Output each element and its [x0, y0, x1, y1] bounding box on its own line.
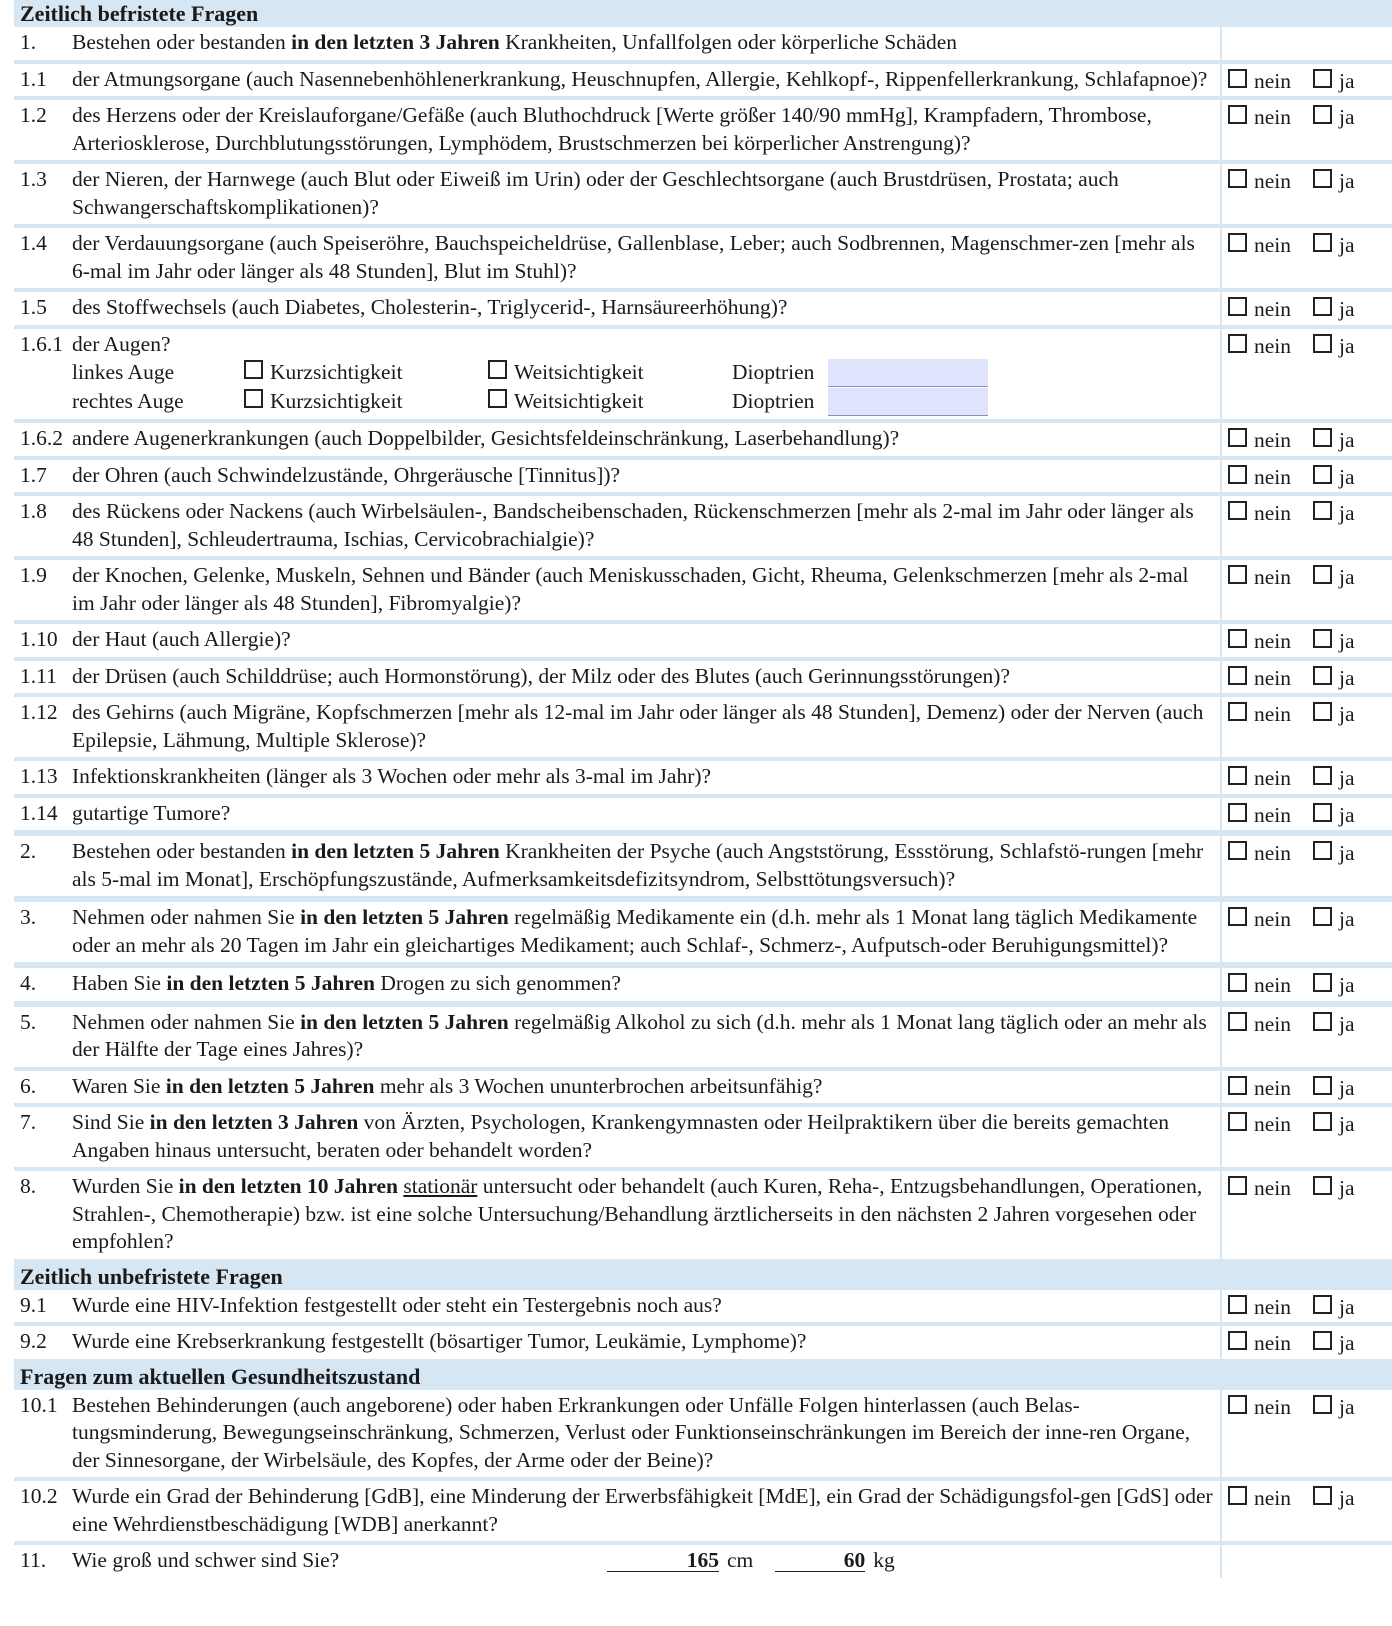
ja-checkbox[interactable]	[1313, 428, 1332, 447]
right-eye-label: rechtes Auge	[72, 388, 184, 413]
ja-checkbox[interactable]	[1313, 907, 1332, 926]
question-number: 8.	[20, 1174, 37, 1198]
health-questionnaire	[14, 0, 1392, 1578]
question-number: 1.9	[20, 563, 47, 587]
question-number: 7.	[20, 1110, 37, 1134]
ja-option[interactable]: ja	[1313, 427, 1355, 455]
right-long-option[interactable]: Weitsichtigkeit	[488, 388, 732, 416]
ja-checkbox[interactable]	[1313, 501, 1332, 520]
nein-option[interactable]: nein	[1228, 1485, 1291, 1513]
height-input[interactable]: 165	[607, 1549, 719, 1572]
ja-checkbox[interactable]	[1313, 1486, 1332, 1505]
nein-checkbox[interactable]	[1228, 334, 1247, 353]
answer-cell	[1222, 423, 1392, 456]
nein-checkbox[interactable]	[1228, 1012, 1247, 1031]
section-header-time-limited: Zeitlich befristete Fragen	[20, 1, 259, 26]
ja-option[interactable]: ja	[1313, 665, 1355, 693]
nein-checkbox[interactable]	[1228, 297, 1247, 316]
ja-checkbox[interactable]	[1313, 565, 1332, 584]
nein-checkbox[interactable]	[1228, 169, 1247, 188]
ja-option[interactable]: ja	[1313, 500, 1355, 528]
answer-cell	[1222, 968, 1392, 1001]
ja-option[interactable]: ja	[1313, 972, 1355, 1000]
nein-checkbox[interactable]	[1228, 69, 1247, 88]
left-long-checkbox[interactable]	[488, 360, 507, 379]
ja-checkbox[interactable]	[1313, 69, 1332, 88]
question-number: 3.	[20, 905, 37, 929]
answer-cell	[1222, 460, 1392, 493]
ja-checkbox[interactable]	[1313, 1331, 1332, 1350]
ja-checkbox[interactable]	[1313, 629, 1332, 648]
question-text: Wie groß und schwer sind Sie?	[72, 1548, 340, 1572]
question-row-1-14	[14, 798, 1392, 831]
nein-checkbox[interactable]	[1228, 565, 1247, 584]
question-number: 1.1	[20, 66, 47, 91]
nein-option[interactable]: nein	[1228, 427, 1291, 455]
question-text: Bestehen oder bestanden in den letzten 3 Jahren Krankheiten, Unfallfolgen oder körperliche Schäden	[72, 30, 958, 54]
ja-option[interactable]: ja	[1313, 1394, 1355, 1422]
ja-option[interactable]: ja	[1313, 628, 1355, 656]
nein-checkbox[interactable]	[1228, 105, 1247, 124]
nein-option[interactable]: nein	[1228, 168, 1291, 196]
question-number: 1.7	[20, 462, 47, 487]
question-text: Wurden Sie in den letzten 10 Jahren stationär untersucht oder behandelt (auch Kuren, Reha-, Entzugsbehandlungen, Operationen, Strahlen-, Chemotherapie) bzw. ist eine solche Untersuchung/Behandlung ärztlicherseits in den nächsten 2 Jahren vorgesehen oder empfohlen?	[72, 1174, 1203, 1253]
question-row-1-11	[14, 661, 1392, 694]
ja-option[interactable]: ja	[1313, 802, 1355, 830]
nein-checkbox[interactable]	[1228, 1076, 1247, 1095]
answer-cell	[1222, 1071, 1392, 1104]
ja-checkbox[interactable]	[1313, 666, 1332, 685]
answer-cell	[1222, 1290, 1392, 1323]
nein-option[interactable]: nein	[1228, 1111, 1291, 1139]
question-row-1-10	[14, 624, 1392, 657]
question-row-1-2	[14, 100, 1392, 160]
height-unit: cm	[727, 1548, 754, 1572]
ja-option[interactable]: ja	[1313, 1485, 1355, 1513]
question-number: 10.1	[20, 1392, 58, 1417]
question-text: Bestehen oder bestanden in den letzten 5 Jahren Krankheiten der Psyche (auch Angststörung, Essstörung, Schlafstö-rungen [mehr als 5-mal im Monat], Erschöpfungszustände, Aufmerksamkeitsdefizitsyndrom, Selbsttötungsversuch)?	[72, 839, 1204, 891]
ja-checkbox[interactable]	[1313, 702, 1332, 721]
question-number: 1.	[20, 30, 37, 54]
question-text: der Drüsen (auch Schilddrüse; auch Hormonstörung), der Milz oder des Blutes (auch Gerinnungsstörungen)?	[72, 663, 1010, 688]
nein-checkbox[interactable]	[1228, 973, 1247, 992]
nein-option[interactable]: nein	[1228, 1011, 1291, 1039]
question-row-10-1	[14, 1390, 1392, 1478]
answer-cell	[1222, 64, 1392, 97]
answer-cell	[1222, 228, 1392, 288]
nein-option[interactable]: nein	[1228, 1394, 1291, 1422]
question-row-1-8	[14, 496, 1392, 556]
question-text: des Stoffwechsels (auch Diabetes, Cholesterin-, Triglycerid-, Harnsäureerhöhung)?	[72, 295, 788, 319]
question-number: 9.2	[20, 1329, 47, 1353]
question-number: 11.	[20, 1548, 47, 1572]
nein-checkbox[interactable]	[1228, 766, 1247, 785]
question-text: des Rückens oder Nackens (auch Wirbelsäulen-, Bandscheibenschaden, Rückenschmerzen [mehr als 2-mal im Jahr oder länger als 48 Stunden], Schleudertrauma, Ischias, Cervicobrachialgie)?	[72, 499, 1194, 551]
question-number: 1.12	[20, 700, 58, 724]
nein-checkbox[interactable]	[1228, 907, 1247, 926]
ja-option[interactable]: ja	[1313, 464, 1355, 492]
question-number: 1.3	[20, 167, 47, 191]
nein-checkbox[interactable]	[1228, 1112, 1247, 1131]
question-row-6	[14, 1071, 1392, 1104]
ja-option[interactable]: ja	[1313, 1075, 1355, 1103]
question-row-1-6-1	[14, 329, 1392, 420]
question-number: 1.10	[20, 627, 58, 651]
question-text: andere Augenerkrankungen (auch Doppelbilder, Gesichtsfeldeinschränkung, Laserbehandlung)?	[72, 426, 900, 450]
question-row-9-1	[14, 1290, 1392, 1323]
ja-option[interactable]: ja	[1313, 1294, 1355, 1322]
left-diopters-label: Dioptrien	[732, 359, 815, 384]
answer-cell	[1222, 1007, 1392, 1067]
nein-option[interactable]: nein	[1228, 296, 1291, 324]
question-row-3	[14, 902, 1392, 962]
section-header-unlimited: Zeitlich unbefristete Fragen	[20, 1263, 283, 1289]
nein-checkbox[interactable]	[1228, 1331, 1247, 1350]
question-text: Nehmen oder nahmen Sie in den letzten 5 Jahren regelmäßig Alkohol zu sich (d.h. mehr als 1 Monat lang täglich oder an mehr als der Hälfte der Tage eines Jahres)?	[72, 1009, 1207, 1061]
ja-option[interactable]: ja	[1313, 765, 1355, 793]
answer-cell	[1222, 1107, 1392, 1167]
question-row-8	[14, 1171, 1392, 1259]
question-row-2	[14, 836, 1392, 896]
question-number: 1.6.2	[20, 426, 63, 450]
answer-cell	[1222, 164, 1392, 224]
ja-option[interactable]: ja	[1313, 906, 1355, 934]
nein-checkbox[interactable]	[1228, 666, 1247, 685]
ja-checkbox[interactable]	[1313, 1112, 1332, 1131]
ja-checkbox[interactable]	[1313, 1012, 1332, 1031]
ja-checkbox[interactable]	[1313, 973, 1332, 992]
ja-option[interactable]: ja	[1313, 1011, 1355, 1039]
nein-checkbox[interactable]	[1228, 629, 1247, 648]
ja-checkbox[interactable]	[1313, 105, 1332, 124]
ja-checkbox[interactable]	[1313, 1295, 1332, 1314]
question-number: 6.	[20, 1073, 37, 1098]
question-text: der Nieren, der Harnwege (auch Blut oder Eiweiß im Urin) oder der Geschlechtsorgane (auch Brustdrüsen, Prostata; auch Schwangerschaftskomplikationen)?	[72, 167, 1119, 219]
nein-checkbox[interactable]	[1228, 501, 1247, 520]
right-diopters-label: Dioptrien	[732, 388, 815, 413]
nein-checkbox[interactable]	[1228, 428, 1247, 447]
question-text: Sind Sie in den letzten 3 Jahren von Ärzten, Psychologen, Krankengymnasten oder Heilpraktikern über die bereits gemachten Angaben hinaus untersucht, beraten oder behandelt worden?	[72, 1110, 1170, 1162]
question-row-1	[14, 27, 1392, 60]
nein-checkbox[interactable]	[1228, 1295, 1247, 1314]
ja-checkbox[interactable]	[1313, 169, 1332, 188]
nein-option[interactable]: nein	[1228, 464, 1291, 492]
question-text: gutartige Tumore?	[72, 800, 231, 825]
ja-option[interactable]: ja	[1313, 564, 1355, 592]
nein-option[interactable]: nein	[1228, 665, 1291, 693]
question-number: 1.6.1	[20, 331, 63, 356]
question-text: Waren Sie in den letzten 5 Jahren mehr als 3 Wochen ununterbrochen arbeitsunfähig?	[72, 1073, 823, 1098]
question-text: Infektionskrankheiten (länger als 3 Wochen oder mehr als 3-mal im Jahr)?	[72, 764, 712, 788]
ja-option[interactable]: ja	[1313, 68, 1355, 96]
nein-checkbox[interactable]	[1228, 1176, 1247, 1195]
question-text: Bestehen Behinderungen (auch angeborene) oder haben Erkrankungen oder Unfälle Folgen hinterlassen (auch Belas-tungsminderung, Bewegungseinschränkung, Schmerzen, Verlust oder Funktionseinschränkungen im Bereich der inne-ren Organe, der Sinnesorgane, der Wirbelsäule, des Kopfes, der Arme oder der Beine)?	[72, 1392, 1191, 1472]
ja-checkbox[interactable]	[1313, 803, 1332, 822]
question-row-4	[14, 968, 1392, 1001]
ja-checkbox[interactable]	[1313, 1395, 1332, 1414]
nein-option[interactable]: nein	[1228, 564, 1291, 592]
nein-option[interactable]: nein	[1228, 1075, 1291, 1103]
left-eye-label: linkes Auge	[72, 359, 175, 384]
nein-checkbox[interactable]	[1228, 803, 1247, 822]
nein-option[interactable]: nein	[1228, 1294, 1291, 1322]
question-text: der Knochen, Gelenke, Muskeln, Sehnen und Bänder (auch Meniskusschaden, Gicht, Rheuma, Gelenkschmerzen [mehr als 2-mal im Jahr oder länger als 48 Stunden], Fibromyalgie)?	[72, 563, 1189, 615]
nein-option[interactable]: nein	[1228, 333, 1291, 361]
question-text: Wurde eine Krebserkrankung festgestellt (bösartiger Tumor, Leukämie, Lymphome)?	[72, 1329, 807, 1353]
question-row-9-2	[14, 1326, 1392, 1359]
nein-checkbox[interactable]	[1228, 1486, 1247, 1505]
nein-checkbox[interactable]	[1228, 702, 1247, 721]
question-text: Wurde eine HIV-Infektion festgestellt oder steht ein Testergebnis noch aus?	[72, 1292, 722, 1317]
answer-cell	[1222, 902, 1392, 962]
answer-cell	[1222, 1326, 1392, 1359]
question-text: der Atmungsorgane (auch Nasennebenhöhlenerkrankung, Heuschnupfen, Allergie, Kehlkopf-, Rippenfellerkrankung, Schlafapnoe)?	[72, 66, 1208, 91]
question-row-1-4	[14, 228, 1392, 288]
answer-cell	[1222, 836, 1392, 896]
question-row-1-12	[14, 697, 1392, 757]
answer-cell	[1222, 292, 1392, 325]
question-number: 1.2	[20, 103, 47, 127]
question-number: 1.8	[20, 499, 47, 523]
ja-option[interactable]: ja	[1313, 1111, 1355, 1139]
nein-option[interactable]: nein	[1228, 701, 1291, 729]
question-number: 9.1	[20, 1292, 47, 1317]
nein-option[interactable]: nein	[1228, 232, 1291, 260]
answer-cell	[1222, 329, 1392, 420]
question-text: des Gehirns (auch Migräne, Kopfschmerzen [mehr als 12-mal im Jahr oder länger als 48 Stunden], Demenz) oder der Nerven (auch Epilepsie, Lähmung, Multiple Sklerose)?	[72, 700, 1204, 752]
question-number: 10.2	[20, 1484, 58, 1508]
nein-option[interactable]: nein	[1228, 765, 1291, 793]
answer-cell	[1222, 624, 1392, 657]
answer-cell	[1222, 761, 1392, 794]
left-diopters-input[interactable]	[828, 359, 988, 387]
question-text: Wurde ein Grad der Behinderung [GdB], eine Minderung der Erwerbsfähigkeit [MdE], ein Grad der Schädigungsfol-gen [GdS] oder eine Wehrdienstbeschädigung [WDB] anerkannt?	[72, 1484, 1213, 1536]
ja-option[interactable]: ja	[1313, 1175, 1355, 1203]
underlined-word: stationär	[403, 1174, 478, 1198]
question-row-1-9	[14, 560, 1392, 620]
question-text: der Augen?	[72, 331, 171, 356]
ja-checkbox[interactable]	[1313, 233, 1332, 252]
right-diopters-input[interactable]	[828, 388, 988, 416]
answer-cell	[1222, 100, 1392, 160]
ja-option[interactable]: ja	[1313, 104, 1355, 132]
answer-cell	[1222, 697, 1392, 757]
nein-option[interactable]: nein	[1228, 906, 1291, 934]
section-header-current-health: Fragen zum aktuellen Gesundheitszustand	[20, 1363, 421, 1389]
weight-unit: kg	[873, 1548, 895, 1572]
ja-option[interactable]: ja	[1313, 333, 1355, 361]
question-number: 5.	[20, 1009, 37, 1034]
question-text: der Verdauungsorgane (auch Speiseröhre, Bauchspeicheldrüse, Gallenblase, Leber; auch Sodbrennen, Magenschmer-zen [mehr als 6-mal im Jahr oder länger als 48 Stunden], Blut im Stuhl)?	[72, 231, 1195, 283]
ja-checkbox[interactable]	[1313, 297, 1332, 316]
nein-checkbox[interactable]	[1228, 1395, 1247, 1414]
left-short-checkbox[interactable]	[244, 360, 263, 379]
question-row-1-7	[14, 460, 1392, 493]
answer-cell	[1222, 1481, 1392, 1541]
left-eye-line	[20, 358, 1214, 387]
nein-option[interactable]: nein	[1228, 840, 1291, 868]
question-number: 1.13	[20, 764, 58, 788]
nein-option[interactable]: nein	[1228, 972, 1291, 1000]
ja-checkbox[interactable]	[1313, 766, 1332, 785]
question-text: der Ohren (auch Schwindelzustände, Ohrgeräusche [Tinnitus])?	[72, 462, 621, 487]
question-row-7	[14, 1107, 1392, 1167]
ja-checkbox[interactable]	[1313, 841, 1332, 860]
nein-option[interactable]: nein	[1228, 628, 1291, 656]
left-short-option[interactable]: Kurzsichtigkeit	[244, 359, 488, 387]
answer-cell	[1222, 1171, 1392, 1259]
question-text: der Haut (auch Allergie)?	[72, 627, 291, 651]
question-number: 1.4	[20, 231, 47, 255]
question-row-1-6-2	[14, 423, 1392, 456]
question-text: Haben Sie in den letzten 5 Jahren Drogen zu sich genommen?	[72, 971, 621, 995]
nein-option[interactable]: nein	[1228, 500, 1291, 528]
ja-checkbox[interactable]	[1313, 334, 1332, 353]
nein-checkbox[interactable]	[1228, 841, 1247, 860]
nein-checkbox[interactable]	[1228, 233, 1247, 252]
ja-option[interactable]: ja	[1313, 296, 1355, 324]
question-row-1-13	[14, 761, 1392, 794]
ja-checkbox[interactable]	[1313, 465, 1332, 484]
question-number: 2.	[20, 839, 37, 863]
nein-option[interactable]: nein	[1228, 68, 1291, 96]
answer-cell	[1222, 560, 1392, 620]
ja-checkbox[interactable]	[1313, 1176, 1332, 1195]
right-eye-line	[20, 387, 1214, 416]
question-row-1-1	[14, 64, 1392, 97]
nein-option[interactable]: nein	[1228, 1175, 1291, 1203]
question-number: 1.5	[20, 295, 47, 319]
question-row-11	[14, 1545, 1392, 1578]
nein-checkbox[interactable]	[1228, 465, 1247, 484]
weight-input[interactable]: 60	[775, 1549, 865, 1572]
nein-option[interactable]: nein	[1228, 1330, 1291, 1358]
ja-option[interactable]: ja	[1313, 232, 1355, 260]
question-number: 4.	[20, 971, 37, 995]
question-row-1-3	[14, 164, 1392, 224]
question-row-1-5	[14, 292, 1392, 325]
question-text: des Herzens oder der Kreislauforgane/Gefäße (auch Bluthochdruck [Werte größer 140/90 mmHg], Krampfadern, Thrombose, Arteriosklerose, Durchblutungsstörungen, Lymphödem, Brustschmerzen bei körperlicher Anstrengung)?	[72, 103, 1152, 155]
question-number: 1.11	[20, 663, 57, 688]
nein-option[interactable]: nein	[1228, 802, 1291, 830]
answer-cell	[1222, 1390, 1392, 1478]
question-number: 1.14	[20, 800, 58, 825]
ja-option[interactable]: ja	[1313, 168, 1355, 196]
question-row-5	[14, 1007, 1392, 1067]
ja-option[interactable]: ja	[1313, 1330, 1355, 1358]
ja-checkbox[interactable]	[1313, 1076, 1332, 1095]
nein-option[interactable]: nein	[1228, 104, 1291, 132]
answer-cell	[1222, 661, 1392, 694]
right-long-checkbox[interactable]	[488, 389, 507, 408]
question-row-10-2	[14, 1481, 1392, 1541]
left-long-option[interactable]: Weitsichtigkeit	[488, 359, 732, 387]
question-text: Nehmen oder nahmen Sie in den letzten 5 Jahren regelmäßig Medikamente ein (d.h. mehr als 1 Monat lang täglich Medikamente oder an mehr als 20 Tagen im Jahr ein gleichartiges Medikament; auch Schlaf-, Schmerz-, Aufputsch-oder Beruhigungsmittel)?	[72, 905, 1198, 957]
right-short-option[interactable]: Kurzsichtigkeit	[244, 388, 488, 416]
right-short-checkbox[interactable]	[244, 389, 263, 408]
ja-option[interactable]: ja	[1313, 840, 1355, 868]
ja-option[interactable]: ja	[1313, 701, 1355, 729]
answer-cell	[1222, 496, 1392, 556]
answer-cell	[1222, 798, 1392, 831]
